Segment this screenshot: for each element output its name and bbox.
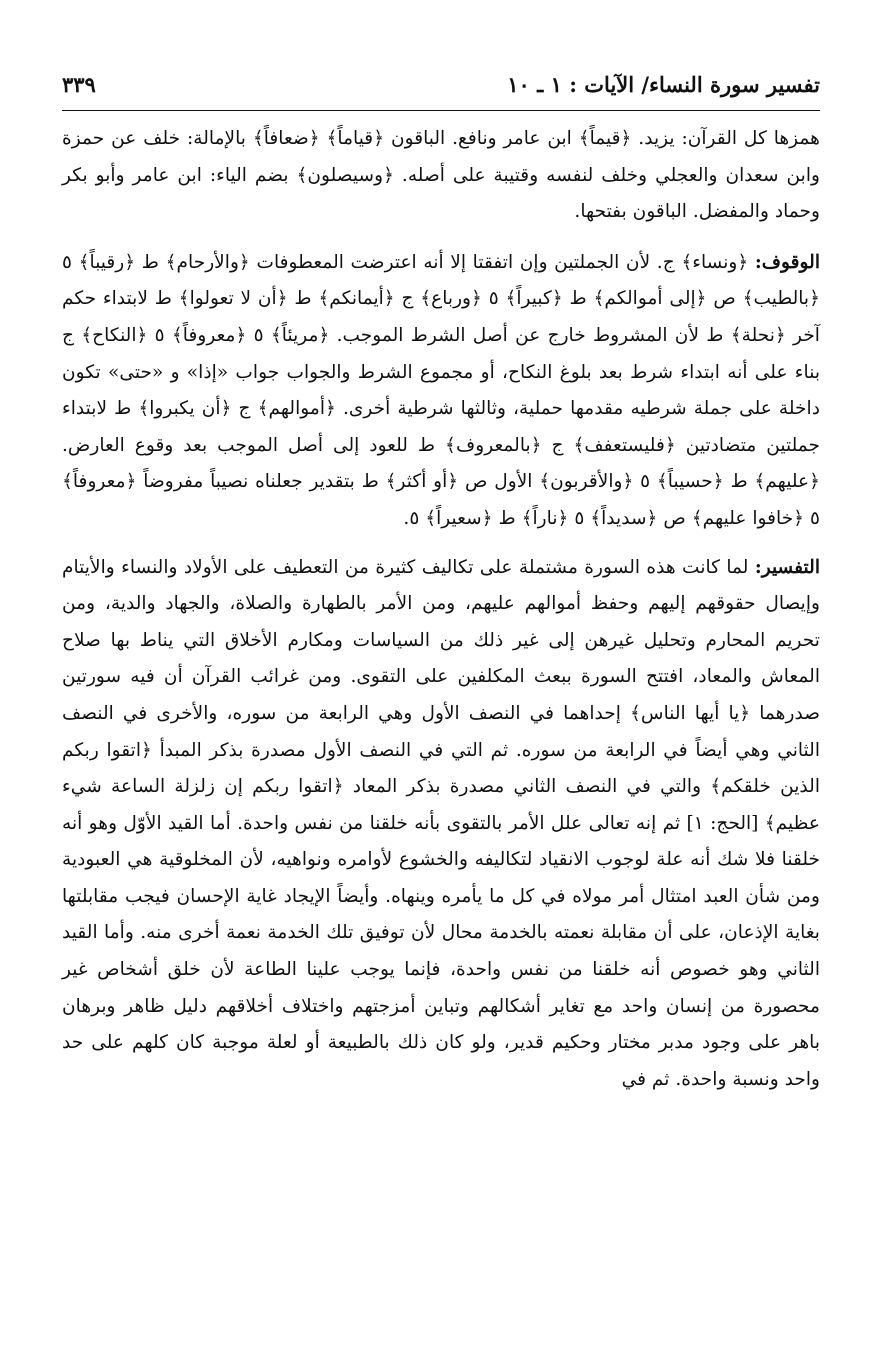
running-title: تفسير سورة النساء/ الآيات : ١ ـ ١٠ [507,72,820,97]
header-rule [62,110,820,111]
page-number: ٣٣٩ [62,72,96,97]
paragraph-readings [62,121,820,231]
page-header [62,72,820,110]
book-page [62,72,820,1098]
section-heading-tafsir: التفسير: [754,556,820,578]
paragraph-text: لما كانت هذه السورة مشتملة على تكاليف كثيرة من التعطيف على الأولاد والنساء والأيتام وإيصال حقوقهم إليهم وحفظ أموالهم عليهم، ومن الأمر بالطهارة والصلاة، والجهاد والدية، ومن تحريم المحارم وتحليل غيرهن إلى غير ذلك من السياسات ومكارم الأخلاق التي يناط بها صلاح المعاش والمعاد، افتتح السورة ببعث المكلفين على التقوى. ومن غرائب القرآن أن فيه سورتين صدرهما ﴿يا أيها الناس﴾ إحداهما في النصف الأول وهي الرابعة من سوره، والأخرى في النصف الثاني وهي أيضاً في الرابعة من سوره. ثم التي في النصف الأول مصدرة بذكر المبدأ ﴿اتقوا ربكم الذين خلقكم﴾ والتي في النصف الثاني مصدرة بذكر المعاد ﴿اتقوا ربكم إن زلزلة الساعة شيء عظيم﴾ [الحج: ١] ثم إنه تعالى علل الأمر بالتقوى بأنه خلقنا من نفس واحدة. أما القيد الأوّل وهو أنه خلقنا فلا شك أنه علة لوجوب الانقياد لتكاليفه والخشوع لأوامره ونواهيه، لأن المخلوقية هي العبودية ومن شأن العبد امتثال أمر مولاه في كل ما يأمره وينهاه. وأيضاً الإيجاد غاية الإحسان فيجب مقابلتها بغاية الإذعان، على أن مقابلة نعمته بالخدمة محال لأن توفيق تلك الخدمة نعمة أخرى منه. وأما القيد الثاني وهو خصوص أنه خلقنا من نفس واحدة، فإنما يوجب علينا الطاعة لأن خلق أشخاص غير محصورة من إنسان واحد مع تغاير أشكالهم وتباين أمزجتهم واختلاف أخلاقهم دليل ظاهر وبرهان باهر على وجود مدبر مختار وحكيم قدير، ولو كان ذلك بالطبيعة أو لعلة موجبة كان كلهم على حد واحد ونسبة واحدة. ثم في [62,556,821,1090]
paragraph-text: ﴿ونساء﴾ ج. لأن الجملتين وإن اتفقتا إلا أنه اعترضت المعطوفات ﴿والأرحام﴾ ط ﴿رقيباً﴾ ٥ ﴿بالطيب﴾ ص ﴿إلى أموالكم﴾ ط ﴿كبيراً﴾ ٥ ﴿ورباع﴾ ج ﴿أيمانكم﴾ ط ﴿أن لا تعولوا﴾ ط لابتداء حكم آخر ﴿نحلة﴾ ط لأن المشروط خارج عن أصل الشرط الموجب. ﴿مريئاً﴾ ٥ ﴿معروفاً﴾ ٥ ﴿النكاح﴾ ج بناء على أنه ابتداء شرط بعد بلوغ النكاح، أو مجموع الشرط والجواب جواب «إذا» و «حتى» تكون داخلة على جملة شرطيه مقدمها حملية، وثالثها شرطية أخرى. ﴿أموالهم﴾ ج ﴿أن يكبروا﴾ ط لابتداء جملتين متضادتين ﴿فليستعفف﴾ ج ﴿بالمعروف﴾ ط للعود إلى أصل الموجب بعد وقوع العارض. ﴿عليهم﴾ ط ﴿حسيباً﴾ ٥ ﴿والأقربون﴾ الأول ص ﴿أو أكثر﴾ ط بتقدير جعلناه نصيباً مفروضاً ﴿معروفاً﴾ ٥ ﴿خافوا عليهم﴾ ص ﴿سديداً﴾ ٥ ﴿ناراً﴾ ط ﴿سعيراً﴾ ٥. [62,251,821,529]
paragraph-text: همزها كل القرآن: يزيد. ﴿قيماً﴾ ابن عامر ونافع. الباقون ﴿قياماً﴾ ﴿ضعافاً﴾ بالإمالة: خلف عن حمزة وابن سعدان والعجلي وخلف لنفسه وقتيبة على أصله. ﴿وسيصلون﴾ بضم الياء: ابن عامر وأبو بكر وحماد والمفضل. الباقون بفتحها. [62,128,820,223]
paragraph-stops [62,245,820,538]
paragraph-tafsir [62,550,820,1099]
section-heading-stops: الوقوف: [754,251,820,273]
